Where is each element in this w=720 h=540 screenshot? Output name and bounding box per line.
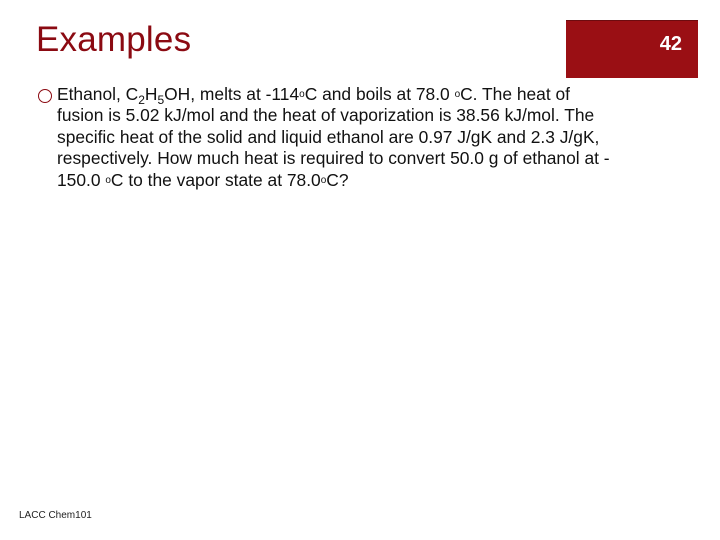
subscript: 2	[138, 93, 145, 107]
text-run: H	[144, 84, 158, 104]
bullet-text	[57, 84, 610, 191]
bullet-item	[38, 84, 702, 191]
text-run: Ethanol, C	[57, 84, 139, 104]
hollow-circle-bullet-icon	[38, 89, 52, 103]
bullet-line	[57, 127, 610, 148]
text-run: respectively. How much heat is required to convert 50.0 g of ethanol at -	[57, 148, 610, 169]
degree-mark: o	[299, 89, 305, 100]
slide-number: 42	[659, 33, 682, 55]
text-run: C to the vapor state at 78.0	[110, 169, 321, 190]
text-run: C and boils at 78.0	[304, 84, 455, 104]
bullet-line	[57, 84, 610, 105]
degree-mark: o	[320, 174, 327, 186]
footer-course-label: LACC Chem101	[19, 510, 92, 521]
text-run: fusion is 5.02 kJ/mol and the heat of vaporization is 38.56 kJ/mol. The	[57, 105, 595, 126]
bullet-line	[57, 170, 610, 191]
subscript: 5	[157, 93, 165, 107]
text-run: C?	[326, 169, 349, 190]
bullet-line	[57, 105, 610, 126]
slide-title: Examples	[36, 20, 192, 59]
text-run: OH, melts at -114	[164, 84, 300, 104]
text-run: C. The heat of	[460, 84, 571, 104]
text-run: specific heat of the solid and liquid ethanol are 0.97 J/gK and 2.3 J/gK,	[57, 126, 600, 147]
slide-body	[38, 84, 702, 191]
degree-mark: o	[105, 174, 111, 186]
text-run: 150.0	[57, 169, 106, 190]
slide-number-box	[566, 20, 698, 78]
bullet-line	[57, 148, 610, 169]
degree-mark: o	[454, 89, 461, 100]
